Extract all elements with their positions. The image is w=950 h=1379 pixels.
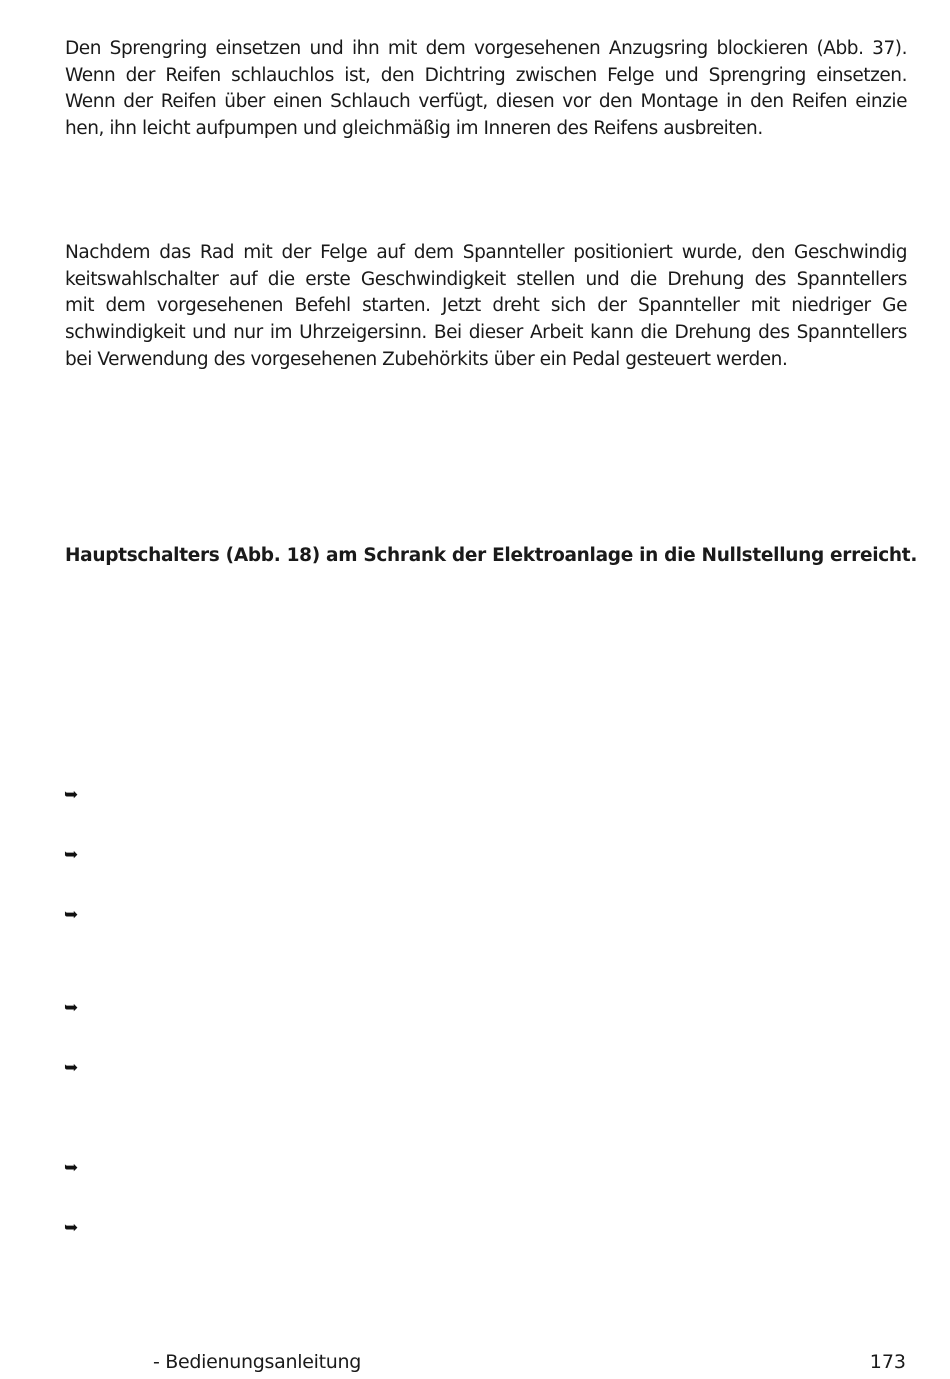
text-line: Wenn der Reifen über einen Schlauch verfügt, diesen vor den Montage in den Reifen einzie	[65, 91, 907, 113]
paragraph-spannteller	[65, 240, 907, 374]
footer-title: - Bedienungsanleitung	[153, 1351, 361, 1373]
text-line: Den Sprengring einsetzen und ihn mit dem vorgesehenen Anzugsring blockieren (Abb. 37).	[65, 38, 907, 59]
text-line: mit dem vorgesehenen Befehl starten. Jetzt dreht sich der Spannteller mit niedriger Ge	[65, 295, 907, 317]
text-line: Nachdem das Rad mit der Felge auf dem Spannteller positioniert wurde, den Geschwindig	[65, 242, 907, 263]
text-line: Hauptschalters (Abb. 18) am Schrank der Elektroanlage in die Nullstellung erreicht.	[65, 545, 918, 566]
paragraph-hauptschalter	[65, 543, 918, 570]
page-number: 173	[869, 1351, 906, 1373]
paragraph-sprengring	[65, 36, 907, 143]
right-arrow-icon: ➥	[64, 1158, 79, 1178]
text-line: bei Verwendung des vorgesehenen Zubehörkits über ein Pedal gesteuert werden.	[65, 348, 788, 370]
text-line: keitswahlschalter auf die erste Geschwindigkeit stellen und die Drehung des Spanntellers	[65, 268, 907, 290]
text-line: hen, ihn leicht aufpumpen und gleichmäßig im Inneren des Reifens ausbreiten.	[65, 118, 763, 140]
text-line: Wenn der Reifen schlauchlos ist, den Dichtring zwischen Felge und Sprengring einsetzen.	[65, 64, 907, 86]
right-arrow-icon: ➥	[64, 905, 79, 925]
right-arrow-icon: ➥	[64, 785, 79, 805]
right-arrow-icon: ➥	[64, 998, 79, 1018]
text-line: schwindigkeit und nur im Uhrzeigersinn. Bei dieser Arbeit kann die Drehung des Spanntellers	[65, 322, 907, 344]
right-arrow-icon: ➥	[64, 1058, 79, 1078]
right-arrow-icon: ➥	[64, 845, 79, 865]
right-arrow-icon: ➥	[64, 1218, 79, 1238]
